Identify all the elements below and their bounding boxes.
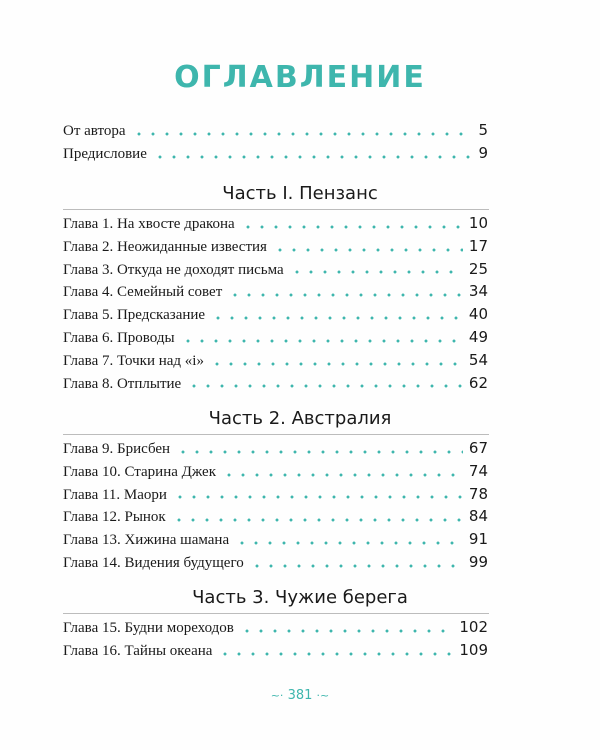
toc-entry[interactable] (63, 639, 488, 662)
toc-entry[interactable] (63, 616, 488, 639)
dot-leader (218, 652, 453, 656)
toc-entry-page: 9 (478, 143, 488, 162)
dot-leader (187, 384, 463, 388)
toc-entry[interactable] (63, 483, 488, 506)
toc-entry-label: Глава 1. На хвосте дракона (63, 216, 235, 232)
toc-entry-label: Глава 12. Рынок (63, 509, 166, 526)
part-heading: Часть 3. Чужие берега (192, 587, 408, 608)
toc-entry-page: 5 (478, 121, 488, 139)
toc-entry-label: Глава 11. Маори (63, 486, 167, 503)
toc-entry-page: 99 (468, 552, 488, 571)
toc-entry-page: 34 (468, 282, 488, 301)
dot-leader (172, 518, 463, 522)
toc-entry-page: 54 (468, 350, 488, 369)
toc-entry-label: Предисловие (63, 145, 147, 162)
toc-entry-label: Глава 5. Предсказание (63, 307, 206, 324)
ornament-right-icon: ·~ (316, 689, 330, 702)
toc-entry-page: 78 (468, 484, 488, 503)
dot-leader (273, 248, 463, 252)
dot-leader (132, 132, 473, 136)
dot-leader (153, 155, 473, 159)
toc-entry-page: 25 (468, 259, 488, 278)
toc-entry-page: 49 (468, 327, 488, 346)
dot-leader (173, 495, 463, 499)
part-1-chapter-list (63, 212, 488, 394)
page-number-value: 381 (287, 688, 313, 703)
dot-leader (210, 362, 463, 366)
dot-leader (228, 293, 463, 297)
toc-entry-label: Глава 13. Хижина шамана (63, 532, 230, 549)
ornament-left-icon: ~· (270, 689, 284, 702)
toc-entry-label: Глава 15. Будни мореходов (63, 620, 234, 636)
toc-entry[interactable] (63, 528, 488, 551)
divider (63, 434, 489, 435)
page-title: ОГЛАВЛЕНИЕ (174, 60, 426, 95)
toc-entry-page: 84 (468, 507, 488, 526)
toc-entry[interactable] (63, 505, 488, 528)
part-2-chapter-list (63, 437, 488, 574)
toc-entry[interactable] (63, 372, 488, 395)
divider (63, 209, 489, 210)
toc-entry-label: Глава 3. Откуда не доходят письма (63, 261, 284, 278)
page-number (0, 688, 600, 703)
toc-entry[interactable] (63, 119, 488, 142)
toc-entry[interactable] (63, 258, 488, 281)
toc-entry-label: Глава 6. Проводы (63, 329, 175, 346)
toc-entry[interactable] (63, 349, 488, 372)
toc-entry-page: 102 (459, 618, 488, 636)
toc-entry-label: Глава 8. Отплытие (63, 375, 182, 392)
toc-entry-label: От автора (63, 123, 126, 139)
divider (63, 613, 489, 614)
toc-entry-label: Глава 9. Брисбен (63, 441, 171, 457)
toc-entry[interactable] (63, 280, 488, 303)
dot-leader (290, 270, 463, 274)
dot-leader (250, 564, 463, 568)
front-matter-list (63, 119, 488, 165)
toc-entry-page: 40 (468, 305, 488, 324)
toc-entry-page: 109 (459, 640, 488, 659)
part-3-chapter-list (63, 616, 488, 662)
dot-leader (222, 473, 463, 477)
toc-entry[interactable] (63, 303, 488, 326)
part-heading: Часть 2. Австралия (208, 408, 392, 429)
dot-leader (240, 629, 453, 633)
toc-entry-label: Глава 16. Тайны океана (63, 642, 213, 659)
dot-leader (235, 541, 463, 545)
toc-entry-label: Глава 4. Семейный совет (63, 284, 223, 301)
toc-entry-page: 17 (468, 236, 488, 255)
toc-entry[interactable] (63, 235, 488, 258)
toc-entry[interactable] (63, 551, 488, 574)
part-heading: Часть I. Пензанс (222, 183, 378, 204)
dot-leader (241, 225, 463, 229)
dot-leader (181, 339, 463, 343)
toc-entry[interactable] (63, 460, 488, 483)
toc-entry-label: Глава 7. Точки над «i» (63, 352, 204, 369)
toc-entry[interactable] (63, 142, 488, 165)
toc-entry-page: 74 (468, 461, 488, 480)
toc-entry-label: Глава 14. Видения будущего (63, 554, 244, 571)
toc-entry[interactable] (63, 437, 488, 460)
toc-entry-page: 10 (468, 214, 488, 232)
dot-leader (211, 316, 463, 320)
toc-entry-page: 62 (468, 373, 488, 392)
toc-entry-label: Глава 2. Неожиданные известия (63, 238, 267, 255)
toc-entry-page: 91 (468, 530, 488, 549)
dot-leader (176, 450, 463, 454)
toc-entry-page: 67 (468, 439, 488, 457)
toc-entry-label: Глава 10. Старина Джек (63, 463, 216, 480)
toc-entry[interactable] (63, 212, 488, 235)
toc-entry[interactable] (63, 326, 488, 349)
